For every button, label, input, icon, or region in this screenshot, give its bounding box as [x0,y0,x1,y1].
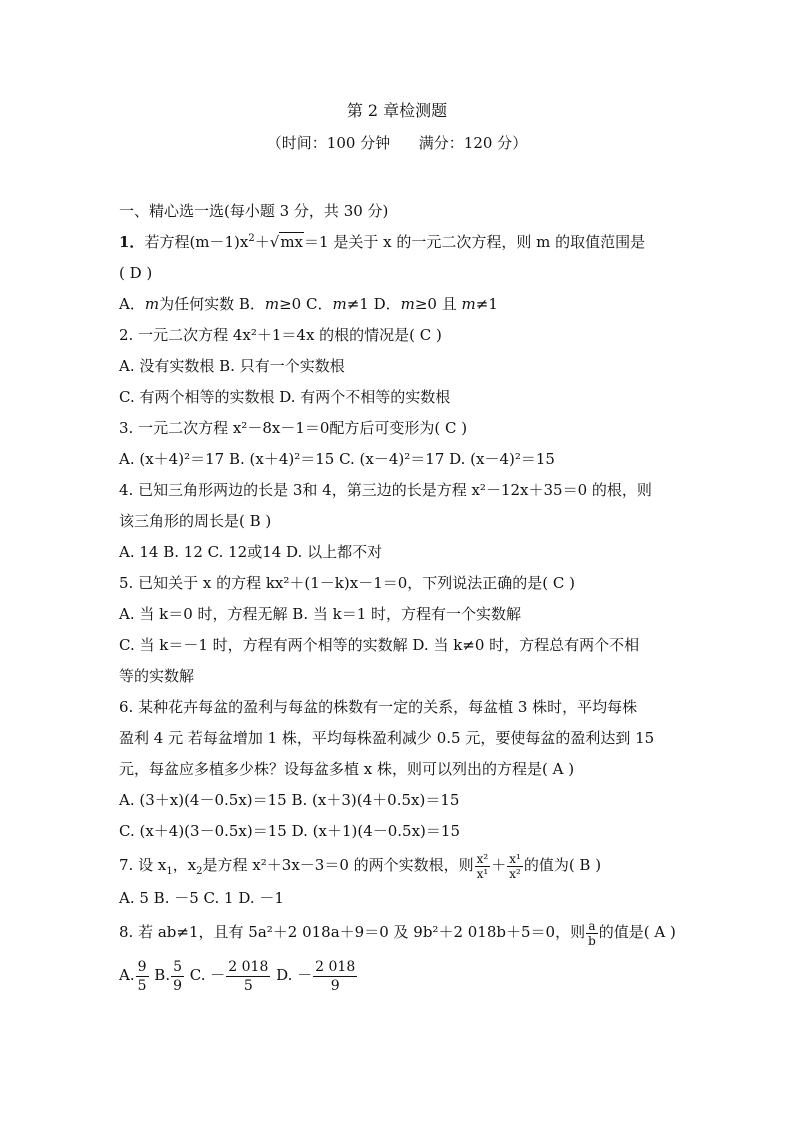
square-root-symbol: √mx [269,233,304,251]
question-1-number: 1． [119,233,145,251]
q8-fraction-numerator: a [588,918,596,933]
question-4-stem-1: 4. 已知三角形两边的长是 3和 4，第三边的长是方程 x²－12x＋35＝0 的根，则 [119,481,652,499]
question-1-stem [119,227,685,258]
question-8-options [119,950,685,1000]
q8-opt-label-a: A. [119,966,135,984]
q8-c-numerator: 2 018 [228,958,269,975]
exam-info: （时间：100 分钟 满分：120 分） [266,134,528,152]
q8-stem-part-a: 8. 若 ab≠1，且有 5a²＋2 018a＋9＝0 及 9b²＋2 018b＋5＝0，则 [119,923,586,941]
question-3-stem: 3. 一元二次方程 x²－8x－1＝0配方后可变形为( C ) [119,419,468,437]
q8-a-numerator: 9 [137,958,147,975]
q8-option-d-fraction [313,958,357,995]
q1-var-d2: m [461,295,476,313]
q1-stem-part-a: 若方程(m－1)x [144,233,249,251]
q7-fraction-2-numerator: x¹ [509,851,521,866]
question-4-stem-2: 该三角形的周长是( B ) [119,512,272,530]
q7-stem-part-c: 是方程 x²＋3x－3＝0 的两个实数根，则 [202,856,474,874]
q8-stem-part-b: 的值是( A ) [598,923,676,941]
question-6-options-1: A. (3＋x)(4－0.5x)＝15 B. (x＋3)(4＋0.5x)＝15 [119,791,460,809]
q7-subscript-2: 2 [196,866,203,877]
question-6-stem-3: 元，每盆应多植多少株？设每盆多植 x 株，则可以列出的方程是( A ) [119,760,575,778]
q7-fraction-1 [475,852,491,881]
q8-opt-label-d: D. － [271,966,313,984]
question-2-stem: 2. 一元二次方程 4x²＋1＝4x 的根的情况是( C ) [119,326,442,344]
q8-d-numerator: 2 018 [315,958,356,975]
q1-exponent: 2 [248,233,255,244]
q7-subscript-1: 1 [166,866,173,877]
q1-opt-text-a: 为任何实数 B． [159,295,265,313]
question-5-options-3: 等的实数解 [119,667,195,685]
q1-var-c: m [332,295,347,313]
q7-fraction-2 [507,852,523,881]
question-5-stem: 5. 已知关于 x 的方程 kx²＋(1－k)x－1＝0，下列说法正确的是( C ) [119,574,576,592]
q1-var-d: m [400,295,415,313]
q1-opt-text-b: ≥0 C． [279,295,333,313]
q8-option-a-fraction [136,958,149,995]
q1-radicand: mx [280,233,304,251]
question-5-options-2: C. 当 k＝－1 时，方程有两个相等的实数解 D. 当 k≠0 时，方程总有两个不相 [119,636,640,654]
q8-option-c-fraction [226,958,270,995]
q8-c-denominator: 5 [243,977,253,994]
q7-stem-part-d: ＋ [491,856,507,874]
q8-fraction-denominator: b [588,933,596,948]
question-6-stem-2: 盈利 4 元 若每盆增加 1 株，平均每株盈利减少 0.5 元，要使每盆的盈利达到 15 [119,729,655,747]
q1-opt-text-d2: ≠1 [475,295,498,313]
q1-opt-text-d: ≥0 且 [414,295,462,313]
q7-fraction-1-numerator: x² [476,851,489,866]
section-heading: 一、精心选一选(每小题 3 分，共 30 分) [119,202,389,220]
q7-stem-part-b: ，x [172,856,197,874]
question-list [119,196,685,1000]
q8-b-denominator: 9 [173,977,183,994]
q8-a-denominator: 5 [137,977,147,994]
question-1-options [119,289,685,320]
q8-fraction [586,919,598,948]
question-7-stem [119,847,685,883]
question-5-options-1: A. 当 k＝0 时，方程无解 B. 当 k＝1 时，方程有一个实数解 [119,605,522,623]
question-3-options: A. (x＋4)²＝17 B. (x＋4)²＝15 C. (x－4)²＝17 D. (x－4)²＝15 [119,450,555,468]
question-1-answer: ( D ) [119,264,153,282]
q1-opt-text-c: ≠1 D． [346,295,401,313]
q8-opt-label-b: B. [149,966,171,984]
q8-b-numerator: 5 [173,958,183,975]
q1-var-a: m [144,295,160,313]
q8-option-b-fraction [171,958,184,995]
question-6-options-2: C. (x＋4)(3－0.5x)＝15 D. (x＋1)(4－0.5x)＝15 [119,822,460,840]
question-4-options: A. 14 B. 12 C. 12或14 D. 以上都不对 [119,543,383,561]
q8-opt-label-c: C. － [185,966,226,984]
q8-d-denominator: 9 [330,977,340,994]
q1-opt-label-a: A． [119,295,145,313]
q7-stem-part-e: 的值为( B ) [523,856,602,874]
q7-fraction-1-denominator: x¹ [476,866,489,881]
q1-stem-part-b: ＋ [254,233,270,251]
q7-fraction-2-denominator: x² [509,866,521,881]
question-2-options-2: C. 有两个相等的实数根 D. 有两个不相等的实数根 [119,388,451,406]
question-8-stem [119,914,685,950]
question-2-options-1: A. 没有实数根 B. 只有一个实数根 [119,357,345,375]
q7-stem-part-a: 7. 设 x [119,856,167,874]
page-title: 第 2 章检测题 [346,101,448,120]
question-6-stem-1: 6. 某种花卉每盆的盈利与每盆的株数有一定的关系，每盆植 3 株时，平均每株 [119,698,638,716]
q1-var-b: m [264,295,280,313]
q1-stem-part-c: ＝1 是关于 x 的一元二次方程，则 m 的取值范围是 [304,233,646,251]
question-7-options: A. 5 B. －5 C. 1 D. －1 [119,889,284,907]
